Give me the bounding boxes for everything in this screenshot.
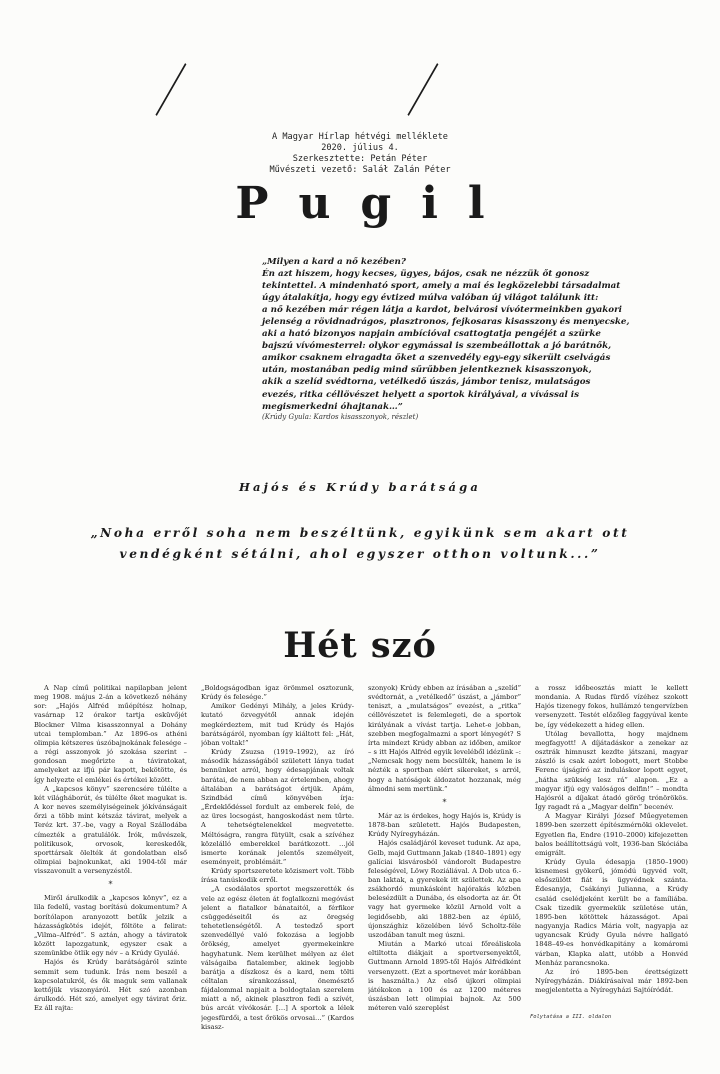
paragraph: Miről árulkodik a „kapcsos könyv”, ez a lila fedelű, vastag borítású dokumentum? A borítólapon aranyozott betűk jelzik a házasságkötés idejét, föltöte a felirat: „Vilma–Alfréd”. S aztán, ahogy a táviratok között lapozgatunk, egyszer csak a szemünkbe ötlik egy név – a Krúdy Gyuláé.: [34, 894, 187, 958]
masthead: [0, 40, 720, 138]
quote-line: jelenség a rövidnadrágos, plasztronos, fejkosaras kisasszony és menyecske,: [262, 317, 630, 328]
paragraph: Krúdy Zsuzsa (1919–1992), az író második házasságából született lánya tudat bennünket arról, hogy édesapjának voltak barátai, de nem abban az értelemben, ahogy általában a barátságot értjük. Apám, Szindbád című könyvében írja: „Érdeklődéssel fordult az emberek felé, de az üres locsogást, hangoskodást nem tűrte. A tehetségtelenekkel megvetette. Méltóságra, rangra fütyült, csak a szívéhez közelálló emberekkel barátkozott. …jól ismerte korának jelentős személyeit, eseményeit, problémáit.”: [201, 748, 354, 866]
section-separator: *: [442, 797, 447, 807]
paragraph: A Nap című politikai napilapban jelent meg 1908. május 2-án a következő néhány sor: „Hajós Alfréd műépítész holnap, vasárnap 12 órakor tartja esküvőjét Blockner Vilma kisasszonnyal a Dohány utcai templomban.” Az 1896-os athéni olimpia kétszeres úszóbajnokának felesége – a régi asszonyok jó szokása szerint – gondosan megőrizte a táviratokat, amelyeket az ifjú pár kapott, bekötötte, és így helyezte el emlékei és értékei között.: [34, 684, 187, 784]
quote-line: megismerkedni óhajtanak…”: [262, 401, 403, 412]
article-column-2: [201, 684, 354, 1044]
quote-line: Én azt hiszem, hogy kecses, ügyes, bájos, csak ne nézzük őt gonosz: [262, 269, 590, 280]
masthead-digit-2: [270, 40, 324, 138]
imprint-art-director: Művészeti vezető: Saláł Zalán Péter: [269, 165, 451, 175]
quote-line: tekintettel. A mindenható sport, amely a mai és legközelebbi társadalmat: [262, 281, 621, 292]
paragraph: Az író 1895-ben érettségizett Nyíregyházán. Diákírásaival már 1892-ben megjelentetta a Nyíregyházi Sajtóíródát.: [535, 967, 688, 995]
imprint: [240, 132, 480, 176]
pull-quote: „Noha erről soha nem beszéltünk, egyikünk sem akart ott vendégként sétálni, ahol egyszer otthon voltunk...”: [90, 526, 630, 561]
paragraph: Már az is érdekes, hogy Hajós is, Krúdy is 1878-ban született. Hajós Budapesten, Krúdy Nyíregyházán.: [368, 811, 521, 839]
quote-line: „Milyen a kard a nő kezében?: [262, 257, 406, 267]
paragraph: Amikor Gedényi Mihály, a jeles Krúdy-kutató özvegyétől annak idején megkérdeztem, mit tud Krúdy és Hajós barátságáról, nyomban így kiáltott fel: „Hát, jóban voltak!”: [201, 702, 354, 747]
paragraph: szonyok) Krúdy ebben az írásában a „szelíd” svédtornát, a „vetélkedő” úszást, a „jámbor” teniszt, a „mulatságos” evezést, a „ritka” céllövészetet is felemlegeti, de a sportok királyának a vívást tartja. Lehet-e jobban, szebben megfogalmazni a sport lényegét? S írta mindezt Krúdy abban az időben, amikor – s itt Hajós Alfréd egyik leveléből idézünk –: „Nemcsak hogy nem becsülték, hanem le is nézték a sportban elért sikereket, s arról, hogy a hatóságok áldozatot hozzanak, még álmodni sem mertünk.”: [368, 684, 521, 793]
section-title-pugil: Pugil: [235, 178, 515, 229]
paragraph: Miután a Markó utcai főreáliskola eltiltotta diákjait a sportversenyektől, Guttmann Arnold 1895-től Hajós Alfrédként versenyzett. (Ezt a sportnevet már korábban is használta.) Az első újkori olimpiai játékokon a 100 és az 1200 méteres úszásban lett olimpiai bajnok. Az 500 méteren való szereplést: [368, 940, 521, 1013]
paragraph: a rossz időbeosztás miatt le kellett mondania. A Rudas fürdő vízéhez szokott Hajós tizenegy fokos, hullámzó tengervízben versenyzett. Testét előzőleg faggyúval kente be, így védekezett a hideg ellen.: [535, 684, 688, 729]
quote-line: a nő kezében már régen látja a kardot, belvárosi vívótermeinkben gyakori: [262, 305, 622, 316]
paragraph: Krúdy sportszeretete közismert volt. Több írása tanúskodik erről.: [201, 867, 354, 885]
imprint-publication: A Magyar Hírlap hétvégi melléklete: [272, 132, 448, 142]
paragraph: Hajós családjáról keveset tudunk. Az apa, Gelb, majd Guttmann Jakab (1840–1891) egy galíciai kisvárosból vándorolt Budapestre feleségével, Löwy Roziáliával. A Dob utca 6.-ban laktak, a gyerekek itt születtek. Az apa zsákhordó munkásként hajórakás közben belesézdült a Dunába, és elsodorta az ár. Öt vagy hat gyermeke közül Arnold volt a legidősebb, aki 1882-ben az épülő, újonszághiz közelében lévő Scholtz-féle uszodában tanult meg úszni.: [368, 839, 521, 939]
quote-line: aki a ható bizonyos napjain ambícióval csattogtatja pengéjét a szürke: [262, 329, 601, 340]
paragraph: „A csodálatos sportot megszerették és vele az egész életen át foglalkozni megóvást jelent a fiatalkor bánataitól, a férfikor csüggedéseitől és az öregség tehetetlenségétől. A testedző sport szenvedéllyé való fokozása a legjobb örökség, amelyet gyermekeinkre hagyhatunk. Nem kerülhet mélyen az élet válságaiba fiatalember, akinek legjobb barátja a díszkosz és a kard, nem tölti céltalan sírankozással, önemésztő fájdalommal napjait a boldogtalan szerelem miatt a nő, akinek plasztron fedi a szívét, bús arcát vívókosár. […] A sportok a lélek jegesfürdői, a test őrökös orvosai…” (Kardos kisasz-: [201, 885, 354, 1031]
paragraph: A Magyar Királyi József Műegyetemen 1899-ben szerzett építészmérnöki oklevelet. Egyetlen fia, Endre (1910–2000) kifejezetten balos beállítottságú volt, 1936-ban Skóciába emigrált.: [535, 812, 688, 857]
quote-line: akik a szelíd svédtorna, vetélkedő úszás, jámbor tenisz, mulatságos: [262, 377, 591, 388]
quote-line: bajszú vívómesterrel: olykor egymással is szembeállottak a jó barátnők,: [262, 341, 612, 352]
masthead-digit-3: [396, 40, 450, 138]
quote-line: úgy átalakítja, hogy egy évtized múlva valóban új világot találunk itt:: [262, 293, 599, 304]
article-columns: [34, 684, 688, 1044]
quote-line: amikor csaknem elragadta őket a szenvedély egy-egy sikerült cselvágás: [262, 353, 611, 364]
masthead-digit-1: [144, 40, 198, 138]
section-subhead: Hajós és Krúdy barátsága: [238, 480, 482, 494]
quote-line: után, mostanában pedig mind sűrűbben jelentkeznek kisasszonyok,: [262, 365, 592, 376]
paragraph: Hajós és Krúdy barátságáról szinte semmit sem tudunk. Írás nem beszél a kapcsolatukról, és ők maguk sem vallanak kettőjük viszonyáról. Hét szó azonban árulkodó. Hét szó, amelyet egy távirat őriz. Ez áll rajta:: [34, 958, 187, 1013]
article-column-1: [34, 684, 187, 1044]
quote-line: evezés, ritka céllövészet helyett a sportok királyával, a vívással is: [262, 389, 579, 400]
paragraph: „Boldogságodban igaz örömmel osztozunk, Krúdy és felesége.”: [201, 684, 354, 702]
quote-source: (Krúdy Gyula: Kardos kisasszonyok, részlet): [262, 413, 419, 421]
section-title-het-szo: Hét szó: [283, 625, 437, 666]
article-column-3: [368, 684, 521, 1044]
imprint-editor: Szerkesztette: Petán Péter: [292, 154, 428, 164]
section-separator: *: [108, 880, 113, 890]
paragraph: Utólag bevallotta, hogy majdnem megfagyott! A díjátadáskor a zenekar az osztrák himnuszt kezdte játszani, magyar zászló is csak azért lobogott, mert Stobbe Ferenc újságíró az induláskor lopott egyet, „hátha szükség lesz rá” alapon. „Ez a magyar ifjú egy valóságos delfin!” – mondta Hajósról a díjakat átadó görög trónörökös. Így ragadt rá a „Magyar delfin” becenév.: [535, 729, 688, 812]
paragraph: A „kapcsos könyv” szerencsére túlélte a két világháborút, és túlélte őket magukat is. A kor neves személyiségeinek jókívánságait őrzi a több mint kétszáz távirat, melyek a Teréz krt. 37.-be, vagy a Royal Szállodába címezték a gratulálók. Írók, művészek, politikusok, orvosok, kereskedők, sporttársak ölelték át gondolatban első olimpiai bajnokunkat, aki 1904-től már visszavonult a versenyzéstől.: [34, 784, 187, 876]
continuation-note: Folytatása a III. oldalon: [530, 1014, 612, 1020]
epigraph-quote: [262, 256, 662, 413]
paragraph: Krúdy Gyula édesapja (1850–1900) kisnemesi gyökerű, jómódú ügyvéd volt, elsőszülött fiát is ügyvédnek szánta. Édesanyja, Csákányi Julianna, a Krúdy család cselédjeként került be a famíliába. Csak tizedik gyermekük születése után, 1895-ben kötöttek házasságot. Apai nagyanyja Radics Mária volt, nagyapja az ugyancsak Krúdy Gyula névre hallgató 1848–49-es honvédkapitány a komáromi várban, Klapka alatt, utóbb a Honvéd Menház parancsnoka.: [535, 857, 688, 967]
article-column-4: [535, 684, 688, 1044]
imprint-date: 2020. július 4.: [321, 143, 399, 153]
masthead-digit-4: [522, 40, 576, 138]
